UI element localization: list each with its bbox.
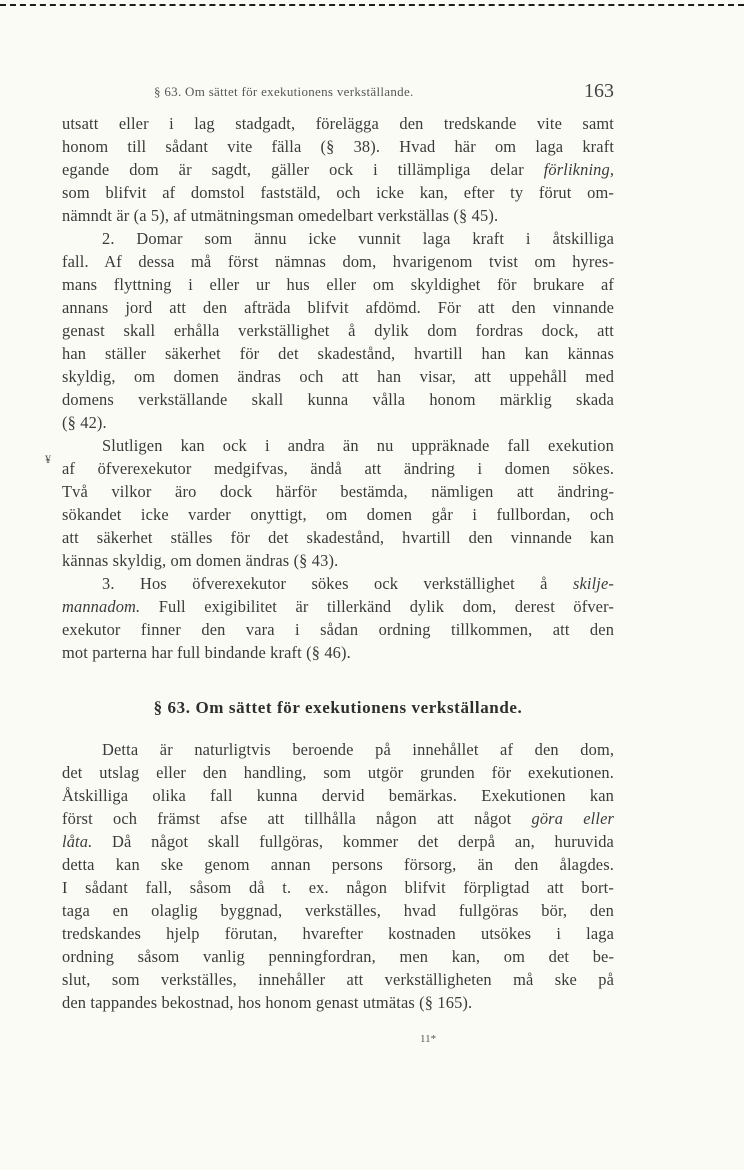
paragraph <box>62 738 614 1014</box>
running-head-title: § 63. Om sättet för exekutionens verkställande. <box>154 84 414 99</box>
text-line: fall. Af dessa må först nämnas dom, hvarigenom tvist om hyres- <box>62 252 615 271</box>
text-line: Detta är naturligtvis beroende på innehållet af den dom, <box>102 740 615 759</box>
text-line: mannadom. Full exigibilitet är tillerkänd dylik dom, derest öfver- <box>62 597 614 616</box>
text-line: tredskandes hjelp förutan, hvarefter kostnaden utsökes i laga <box>62 924 615 943</box>
text-line: mans flyttning i eller ur hus eller om skyldighet för brukare af <box>62 275 614 294</box>
body-text-before <box>62 112 614 664</box>
running-head <box>62 78 614 112</box>
text-line: det utslag eller den handling, som utgör grunden för exekutionen. <box>62 763 615 782</box>
text-line: sökandet icke varder onyttigt, om domen går i fullbordan, och <box>62 505 614 524</box>
paragraph <box>62 112 614 227</box>
text-line: slut, som verkställes, innehåller att verkställigheten må ske på <box>62 970 615 989</box>
page <box>62 78 614 1014</box>
margin-mark: ¥ <box>45 452 51 466</box>
section-heading: § 63. Om sättet för exekutionens verkställande. <box>153 698 523 717</box>
text-line: taga en olaglig byggnad, verkställes, hvad fullgöras bör, den <box>62 901 614 920</box>
paragraph <box>62 434 614 572</box>
text-line: I sådant fall, såsom då t. ex. någon blifvit förpligtad att bort- <box>62 878 614 897</box>
text-line: Åtskilliga olika fall kunna dervid bemärkas. Exekutionen kan <box>62 786 615 805</box>
text-line: exekutor finner den vara i sådan ordning tillkommen, att den <box>62 620 615 639</box>
text-line: att säkerhet ställes för det skadestånd, hvartill den vinnande kan <box>62 528 615 547</box>
text-line: kännas skyldig, om domen ändras (§ 43). <box>62 551 339 570</box>
page-number: 163 <box>584 80 614 102</box>
text-line: han ställer säkerhet för det skadestånd, hvartill han kan kännas <box>62 344 614 363</box>
text-line: som blifvit af domstol faststäld, och icke kan, efter ty förut om- <box>62 183 615 202</box>
text-line: nämndt är (a 5), af utmätningsman omedelbart verkställas (§ 45). <box>62 206 499 225</box>
text-line: domens verkställande skall kunna vålla honom märklig skada <box>62 390 615 409</box>
text-line: skyldig, om domen ändras och att han visar, att uppehåll med <box>62 367 615 386</box>
text-line: af öfverexekutor medgifvas, ändå att ändring i domen sökes. <box>62 459 615 478</box>
text-line: egande dom är sagdt, gäller ock i tillämpliga delar förlikning, <box>62 160 615 179</box>
text-line: först och främst afse att tillhålla någon att något göra eller <box>62 809 615 828</box>
text-line: den tappandes bekostnad, hos honom genast utmätas (§ 165). <box>62 993 473 1012</box>
top-border <box>0 4 744 6</box>
signature-mark: 11* <box>420 1033 437 1045</box>
text-line: mot parterna har full bindande kraft (§ 46). <box>62 643 351 662</box>
paragraph <box>62 572 614 664</box>
paragraph <box>62 227 614 434</box>
text-line: 3. Hos öfverexekutor sökes ock verkställighet å skilje- <box>102 574 615 593</box>
text-line: honom till sådant vite fälla (§ 38). Hvad här om laga kraft <box>62 137 615 156</box>
text-line: låta. Då något skall fullgöras, kommer det derpå an, huruvida <box>62 832 614 851</box>
text-line: ordning såsom vanlig penningfordran, men kan, om det be- <box>62 947 615 966</box>
text-line: utsatt eller i lag stadgadt, förelägga den tredskande vite samt <box>62 114 614 133</box>
text-line: (§ 42). <box>62 413 107 432</box>
text-line: detta kan ske genom annan persons försorg, än den ålagdes. <box>62 855 614 874</box>
text-line: annans jord att den afträda blifvit afdömd. För att den vinnande <box>62 298 614 317</box>
text-line: genast skall erhålla verkställighet å dylik dom fordras dock, att <box>62 321 615 340</box>
body-text-after <box>62 738 614 1014</box>
text-line: Slutligen kan ock i andra än nu uppräknade fall exekution <box>102 436 614 455</box>
text-line: 2. Domar som ännu icke vunnit laga kraft i åtskilliga <box>102 229 615 248</box>
text-line: Två vilkor äro dock härför bestämda, nämligen att ändring- <box>62 482 615 501</box>
